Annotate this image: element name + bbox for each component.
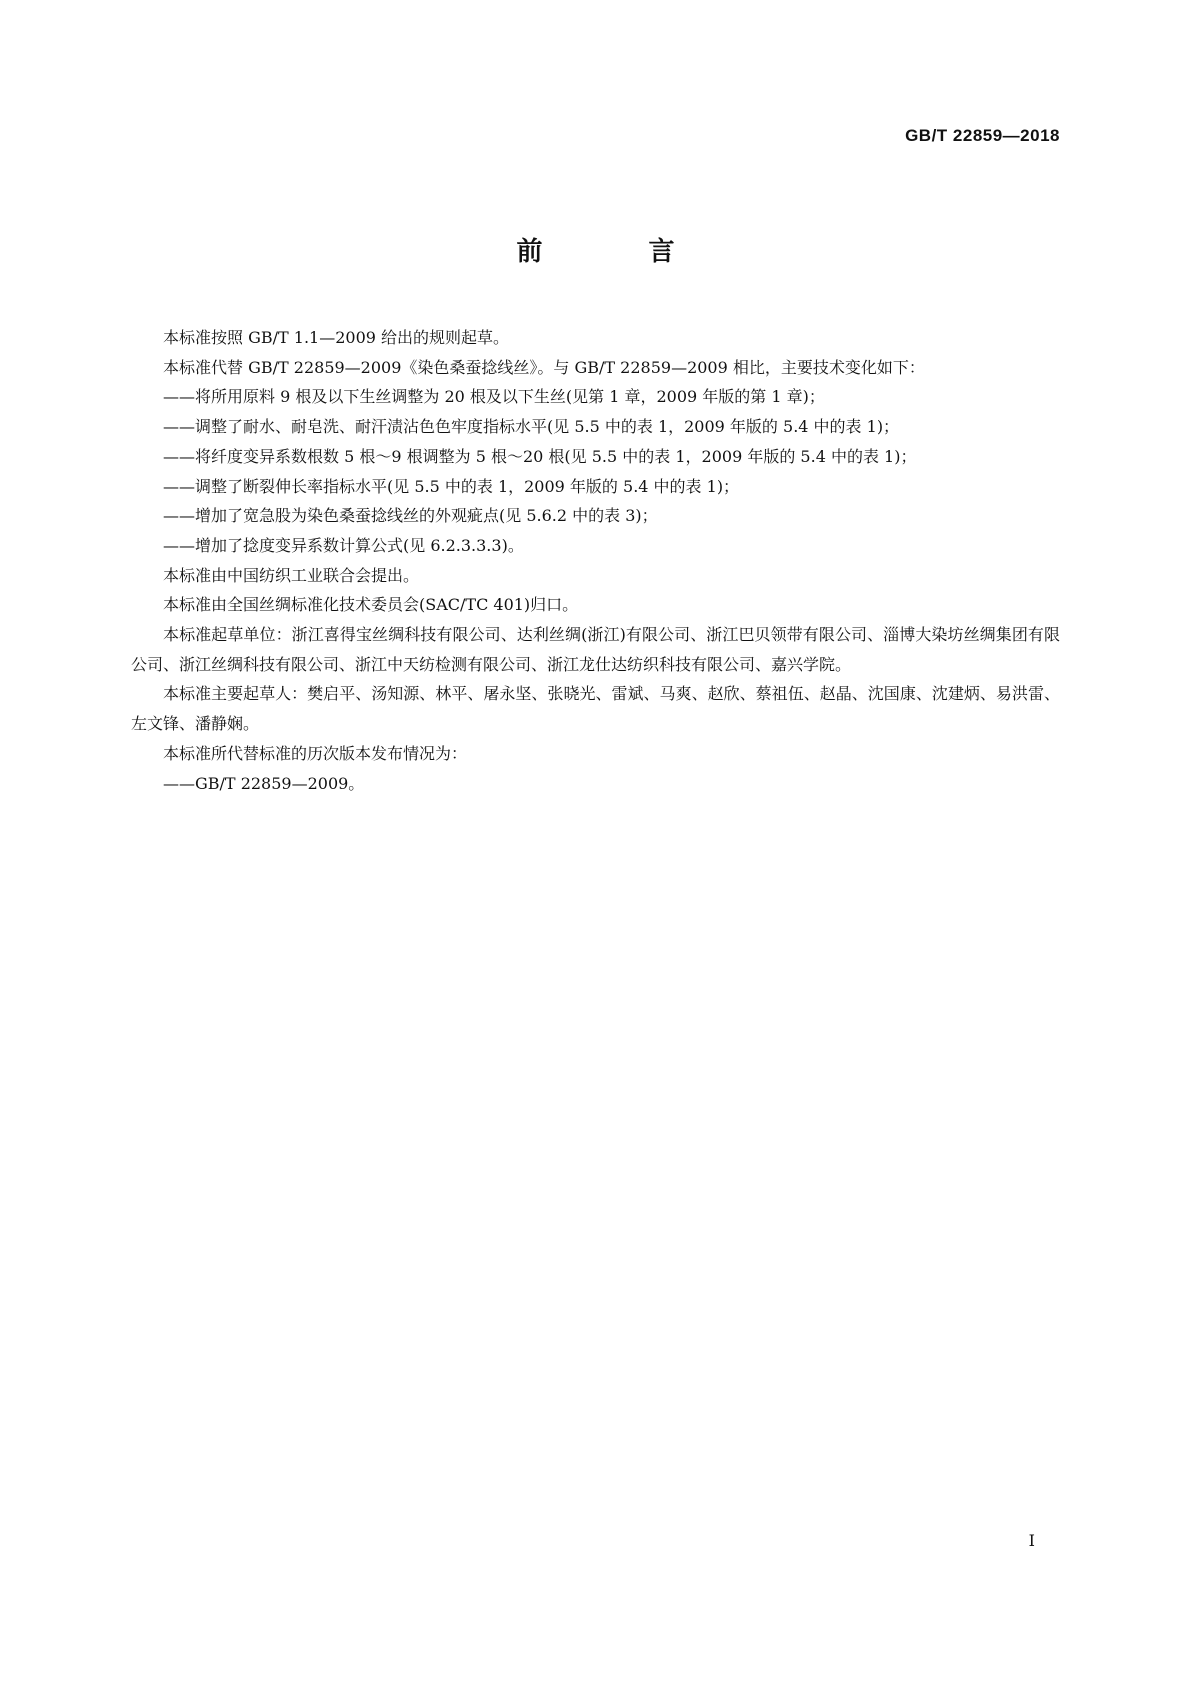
document-code: GB/T 22859—2018: [905, 126, 1060, 145]
change-item: ——将所用原料 9 根及以下生丝调整为 20 根及以下生丝(见第 1 章，2009 年版的第 1 章)；: [163, 387, 825, 407]
change-item: ——将纤度变异系数根数 5 根～9 根调整为 5 根～20 根(见 5.5 中的表 1，2009 年版的 5.4 中的表 1)；: [163, 446, 917, 466]
history-item: ——GB/T 22859—2009。: [163, 773, 365, 793]
paragraph-proposer: 本标准由中国纺织工业联合会提出。: [163, 565, 420, 585]
change-item: ——调整了断裂伸长率指标水平(见 5.5 中的表 1，2009 年版的 5.4 中的表 1)；: [163, 476, 740, 496]
paragraph-history: 本标准所代替标准的历次版本发布情况为：: [163, 743, 468, 763]
paragraph-replacement: 本标准代替 GB/T 22859—2009《染色桑蚕捻线丝》。与 GB/T 22859—2009 相比，主要技术变化如下：: [163, 357, 925, 377]
change-item: ——增加了捻度变异系数计算公式(见 6.2.3.3.3)。: [163, 535, 524, 555]
page-number: I: [1028, 1531, 1035, 1550]
paragraph-drafters: 本标准主要起草人：樊启平、汤知源、林平、屠永坚、张晓光、雷斌、马爽、赵欣、蔡祖伍、赵晶、沈国康、沈建炳、易洪雷、左文锋、潘静娴。: [131, 684, 1060, 734]
paragraph-drafting-rules: 本标准按照 GB/T 1.1—2009 给出的规则起草。: [163, 328, 510, 347]
paragraph-committee: 本标准由全国丝绸标准化技术委员会(SAC/TC 401)归口。: [163, 595, 579, 615]
paragraph-drafting-units: 本标准起草单位：浙江喜得宝丝绸科技有限公司、达利丝绸(浙江)有限公司、浙江巴贝领带有限公司、淄博大染坊丝绸集团有限公司、浙江丝绸科技有限公司、浙江中天纺检测有限公司、浙江龙仕达纺织科技有限公司、嘉兴学院。: [131, 625, 1060, 674]
change-item: ——增加了宽急股为染色桑蚕捻线丝的外观疵点(见 5.6.2 中的表 3)；: [163, 506, 658, 526]
change-item: ——调整了耐水、耐皂洗、耐汗渍沾色色牢度指标水平(见 5.5 中的表 1，2009 年版的 5.4 中的表 1)；: [163, 417, 900, 437]
foreword-body: [131, 323, 1060, 798]
page-title: 前 言: [516, 237, 715, 267]
